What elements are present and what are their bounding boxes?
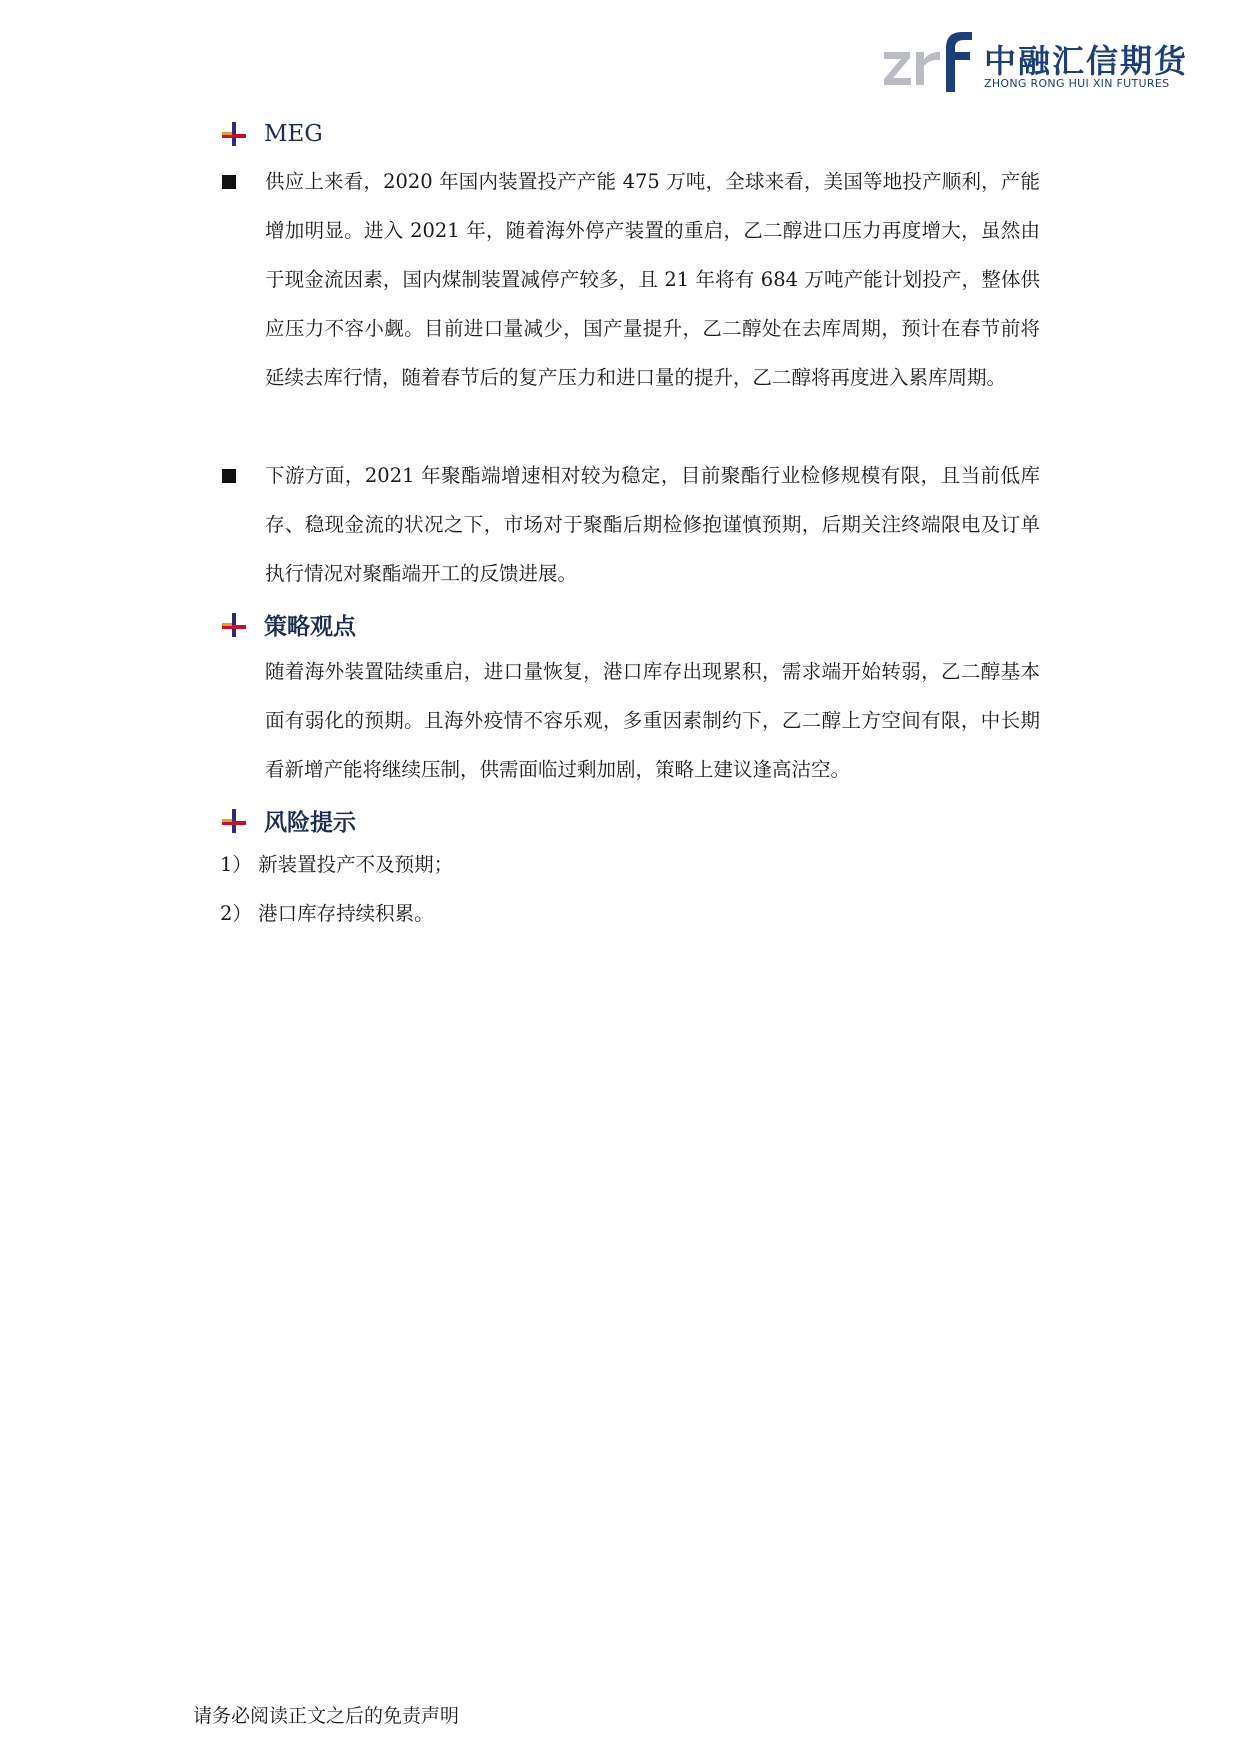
strategy-heading-text: 策略观点 — [264, 614, 356, 640]
logo-english-name: ZHONG RONG HUI XIN FUTURES — [984, 77, 1170, 90]
risk-item: 2） 港口库存持续积累。 — [220, 902, 434, 925]
disclaimer-footer: 请务必阅读正文之后的免责声明 — [193, 1705, 460, 1727]
meg-heading — [222, 121, 323, 147]
section-bullet-icon — [222, 122, 246, 146]
risk-item: 1） 新装置投产不及预期； — [220, 853, 454, 876]
meg-downstream-paragraph: 下游方面，2021 年聚酯端增速相对较为稳定，目前聚酯行业检修规模有限，且当前低库存、稳现金流的状况之下，市场对于聚酯后期检修抱谨慎预期，后期关注终端限电及订单执行情况对聚酯端开工的反馈进展。 — [265, 464, 1040, 585]
square-bullet-icon — [222, 175, 236, 189]
strategy-heading — [222, 608, 356, 641]
section-bullet-icon — [222, 809, 246, 833]
risk-heading — [222, 804, 356, 837]
logo-chinese-name: 中融汇信期货 — [984, 42, 1189, 80]
section-bullet-icon — [222, 613, 246, 637]
meg-heading-text: MEG — [264, 121, 323, 147]
company-logo — [884, 30, 1189, 92]
meg-supply-paragraph: 供应上来看，2020 年国内装置投产产能 475 万吨，全球来看，美国等地投产顺利，产能增加明显。进入 2021 年，随着海外停产装置的重启，乙二醇进口压力再度增大，虽然由于现金流因素，国内煤制装置减停产较多，且 21 年将有 684 万吨产能计划投产，整体供应压力不容小觑。目前进口量减少，国产量提升，乙二醇处在去库周期，预计在春节前将延续去库行情，随着春节后的复产压力和进口量的提升，乙二醇将再度进入累库周期。 — [265, 170, 1040, 389]
risk-heading-text: 风险提示 — [264, 810, 356, 836]
zrf-logo-mark-icon — [884, 30, 974, 92]
strategy-paragraph: 随着海外装置陆续重启，进口量恢复，港口库存出现累积，需求端开始转弱，乙二醇基本面有弱化的预期。且海外疫情不容乐观，多重因素制约下，乙二醇上方空间有限，中长期看新增产能将继续压制，供需面临过剩加剧，策略上建议逢高沽空。 — [265, 660, 1040, 781]
square-bullet-icon — [222, 469, 236, 483]
